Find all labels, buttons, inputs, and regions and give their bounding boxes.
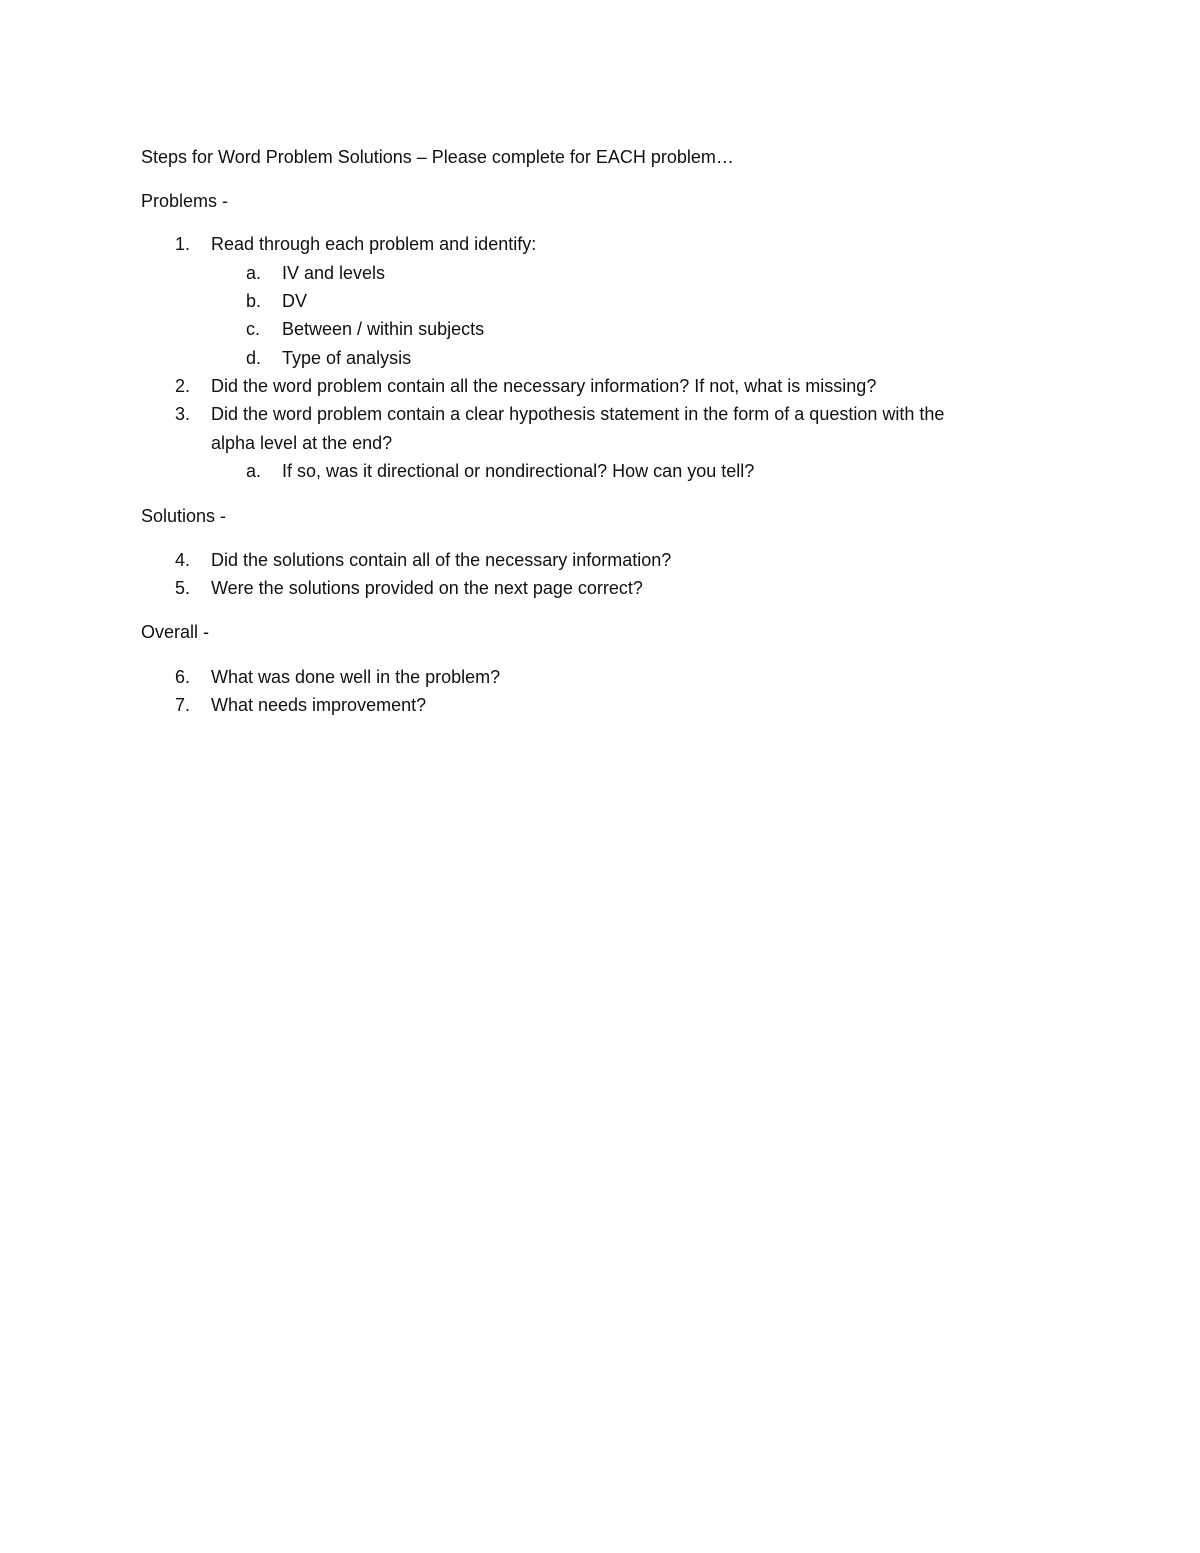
list-item-text: Read through each problem and identify:	[211, 234, 537, 254]
document-title: Steps for Word Problem Solutions – Please complete for EACH problem…	[141, 147, 734, 167]
item-number: 1.	[175, 234, 191, 254]
list-item-text: Did the word problem contain all the necessary information? If not, what is missing?	[211, 376, 877, 396]
section-heading-problems: Problems -	[141, 191, 229, 211]
subitem-text: IV and levels	[282, 263, 386, 283]
section-heading-solutions: Solutions -	[141, 506, 227, 526]
subitem-letter: b.	[246, 291, 262, 311]
item-number: 4.	[175, 550, 191, 570]
list-item-text: Were the solutions provided on the next page correct?	[211, 578, 643, 598]
list-item-text-continuation: alpha level at the end?	[211, 433, 393, 453]
item-number: 3.	[175, 404, 191, 424]
subitem-letter: c.	[246, 319, 261, 339]
subitem-letter: a.	[246, 461, 262, 481]
list-item-text: Did the solutions contain all of the necessary information?	[211, 550, 672, 570]
list-item-text: What was done well in the problem?	[211, 667, 501, 687]
subitem-text: Type of analysis	[282, 348, 412, 368]
subitem-text: DV	[282, 291, 308, 311]
subitem-text: Between / within subjects	[282, 319, 485, 339]
item-number: 2.	[175, 376, 191, 396]
subitem-text: If so, was it directional or nondirectional? How can you tell?	[282, 461, 755, 481]
item-number: 7.	[175, 695, 191, 715]
item-number: 5.	[175, 578, 191, 598]
item-number: 6.	[175, 667, 191, 687]
list-item-text: What needs improvement?	[211, 695, 427, 715]
subitem-letter: a.	[246, 263, 262, 283]
section-heading-overall: Overall -	[141, 622, 210, 642]
subitem-letter: d.	[246, 348, 262, 368]
list-item-text: Did the word problem contain a clear hypothesis statement in the form of a question with the	[211, 404, 945, 424]
